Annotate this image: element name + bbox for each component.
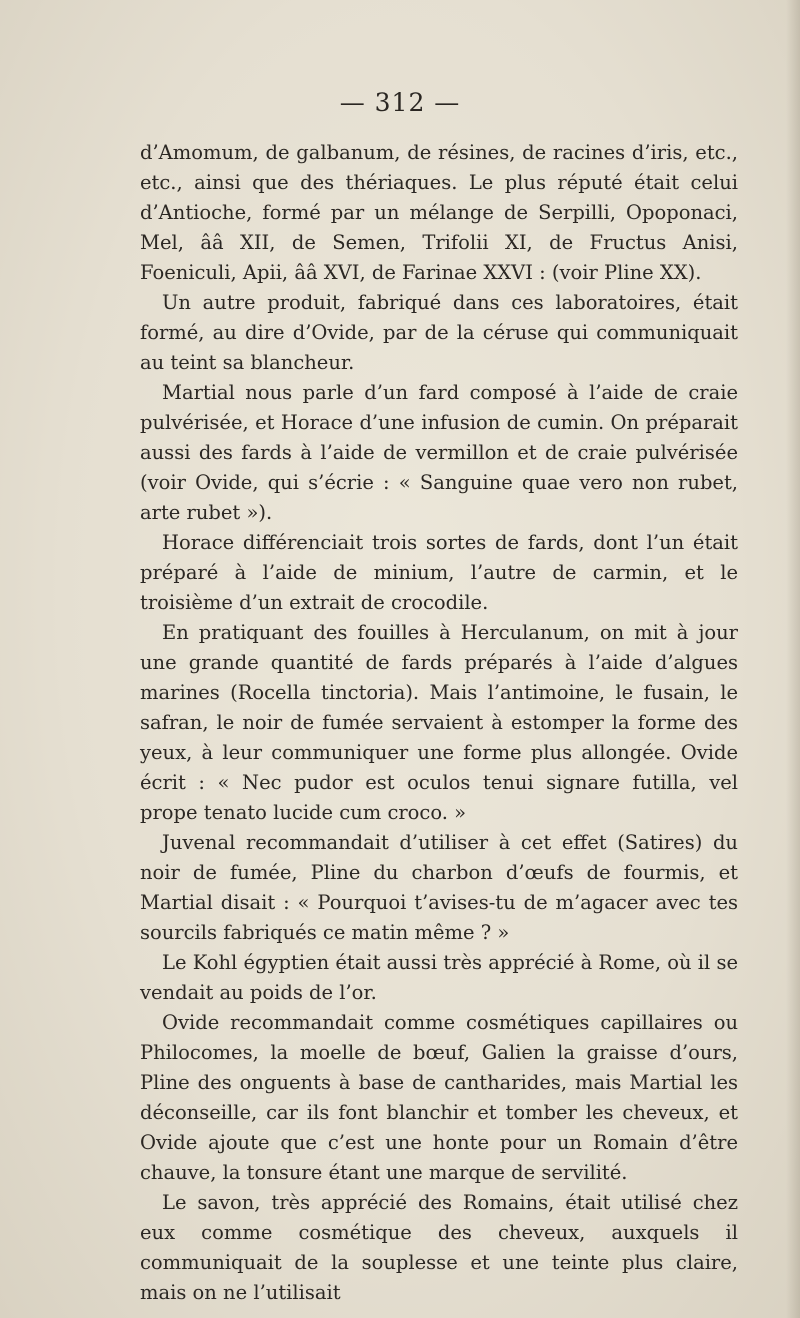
- paragraph: En pratiquant des fouilles à Herculanum, on mit à jour une grande quantité de fards préparés à l’aide d’algues marines (Rocella tinctoria). Mais l’antimoine, le fusain, le safran, le noir de fumée servaient à estomper la forme des yeux, à leur communiquer une forme plus allongée. Ovide écrit : « Nec pudor est oculos tenui signare futilla, vel prope tenato lucide cum croco. »: [140, 621, 738, 824]
- paragraph: d’Amomum, de galbanum, de résines, de racines d’iris, etc., etc., ainsi que des thériaques. Le plus réputé était celui d’Antioche, formé par un mélange de Serpilli, Opoponaci, Mel, ââ XII, de Semen, Trifolii XI, de Fructus Anisi, Foeniculi, Apii, ââ XVI, de Farinae XXVI : (voir Pline XX).: [140, 141, 738, 284]
- page-edge-shadow: [786, 0, 800, 1318]
- paragraph: Un autre produit, fabriqué dans ces laboratoires, était formé, au dire d’Ovide, par de la céruse qui communiquait au teint sa blancheur.: [140, 291, 738, 374]
- page-number: — 312 —: [339, 88, 461, 117]
- paragraph: Horace différenciait trois sortes de fards, dont l’un était préparé à l’aide de minium, l’autre de carmin, et le troisième d’un extrait de crocodile.: [140, 531, 738, 614]
- paragraph: Juvenal recommandait d’utiliser à cet effet (Satires) du noir de fumée, Pline du charbon d’œufs de fourmis, et Martial disait : « Pourquoi t’avises-tu de m’agacer avec tes sourcils fabriqués ce matin même ? »: [140, 831, 738, 944]
- paragraph: Ovide recommandait comme cosmétiques capillaires ou Philocomes, la moelle de bœuf, Galien la graisse d’ours, Pline des onguents à base de cantharides, mais Martial les déconseille, car ils font blanchir et tomber les cheveux, et Ovide ajoute que c’est une honte pour un Romain d’être chauve, la tonsure étant une marque de servilité.: [140, 1011, 738, 1184]
- paragraph: Martial nous parle d’un fard composé à l’aide de craie pulvérisée, et Horace d’une infusion de cumin. On préparait aussi des fards à l’aide de vermillon et de craie pulvérisée (voir Ovide, qui s’écrie : « Sanguine quae vero non rubet, arte rubet »).: [140, 381, 738, 524]
- paragraph: Le Kohl égyptien était aussi très apprécié à Rome, où il se vendait au poids de l’or.: [140, 951, 738, 1004]
- body-text: [140, 138, 738, 1308]
- paragraph: Le savon, très apprécié des Romains, était utilisé chez eux comme cosmétique des cheveux, auxquels il communiquait de la souplesse et une teinte plus claire, mais on ne l’utilisait: [140, 1191, 738, 1304]
